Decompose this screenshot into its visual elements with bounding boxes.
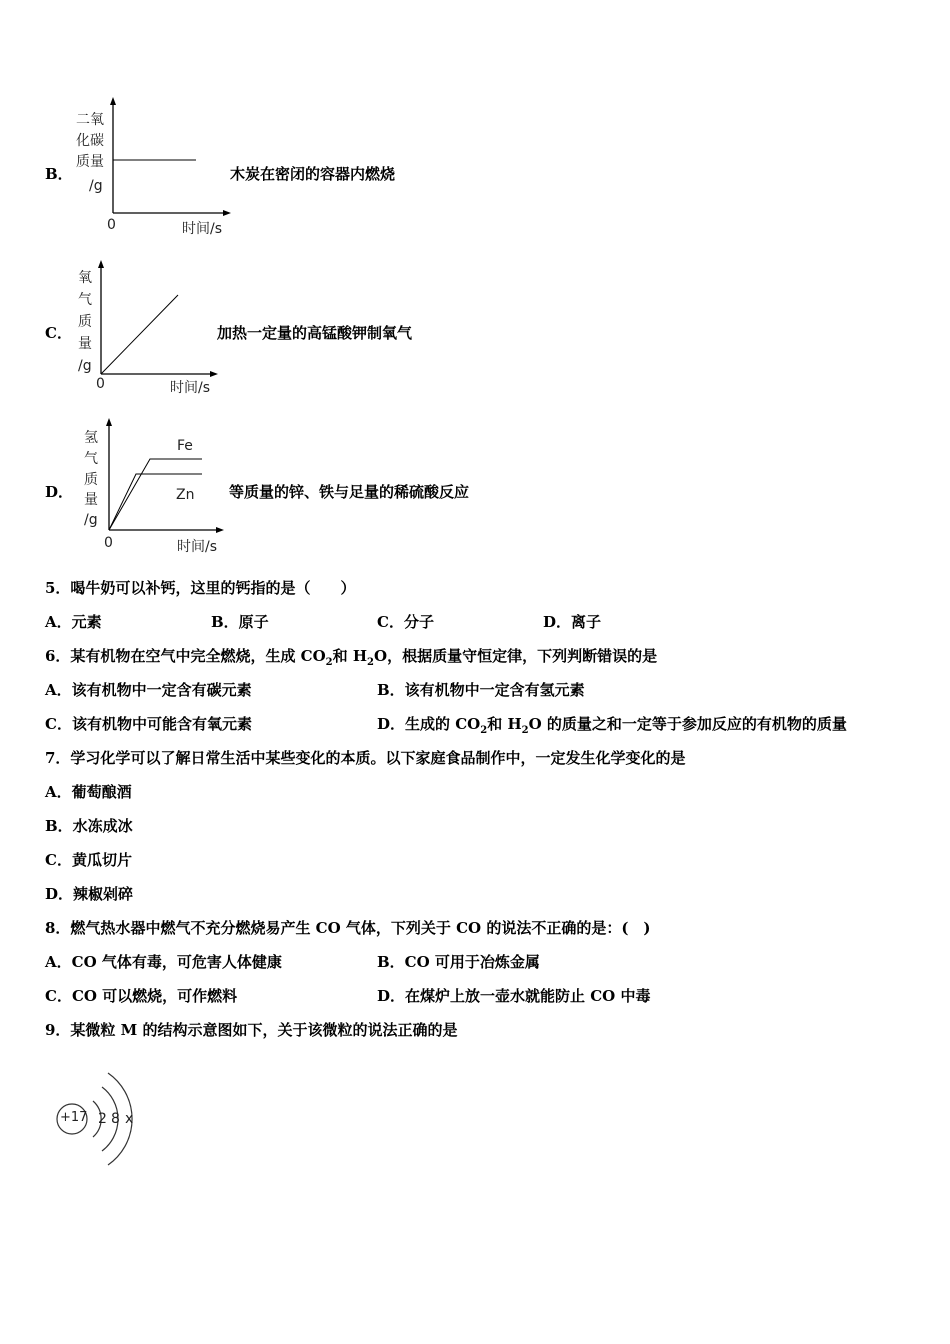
q9-stem: 9．某微粒 M 的结构示意图如下，关于该微粒的说法正确的是	[45, 1021, 458, 1039]
graph-b-axes	[100, 95, 240, 225]
option-c-letter: C．	[45, 324, 72, 342]
graph-d-ylabel-5: /g	[84, 512, 98, 528]
q6-option-b: B．该有机物中一定含有氢元素	[377, 681, 585, 699]
graph-d-ylabel-1: 氢	[84, 430, 98, 446]
graph-c-rising-line	[101, 295, 178, 374]
q8-option-b: B．CO 可用于冶炼金属	[377, 953, 540, 971]
q6-option-a: A．该有机物中一定含有碳元素	[45, 681, 252, 699]
q7-option-a: A．葡萄酿酒	[45, 783, 132, 801]
graph-d-axes	[98, 416, 238, 546]
q7-stem: 7．学习化学可以了解日常生活中某些变化的本质。以下家庭食品制作中，一定发生化学变化的是	[45, 749, 686, 767]
option-d-letter: D．	[45, 483, 74, 501]
shell-2-electrons: 8	[111, 1111, 120, 1127]
option-b-letter: B．	[45, 165, 73, 183]
q8-option-a: A．CO 气体有毒，可危害人体健康	[45, 953, 282, 971]
graph-d-ylabel-4: 量	[84, 492, 98, 508]
q8-option-d: D．在煤炉上放一壶水就能防止 CO 中毒	[377, 987, 651, 1005]
graph-c-axes	[90, 258, 230, 388]
graph-b-ylabel-4: /g	[89, 178, 103, 194]
shell-3-electrons: x	[125, 1111, 134, 1127]
graph-b-caption: 木炭在密闭的容器内燃烧	[230, 165, 396, 183]
q5-option-b: B．原子	[211, 613, 269, 631]
q6-option-d: D．生成的 $CO_2$和 $H_2O$ 的质量之和一定等于参加反应的有机物的质量	[377, 715, 847, 736]
graph-c-origin: 0	[96, 376, 105, 392]
graph-d-ylabel-3: 质	[84, 472, 98, 488]
q6-stem: 6．某有机物在空气中完全燃烧，生成 $CO_2$和 $H_2O$，根据质量守恒定律，下列判断错误的是	[45, 647, 658, 668]
graph-c-ylabel-4: 量	[78, 336, 92, 352]
q5-stem: 5．喝牛奶可以补钙，这里的钙指的是（ ）	[45, 579, 356, 597]
shell-1-electrons: 2	[98, 1111, 107, 1127]
graph-d-fe-label: Fe	[177, 438, 193, 454]
graph-c-ylabel-1: 氧	[78, 270, 92, 286]
graph-c-xlabel: 时间/s	[170, 380, 211, 396]
graph-d-caption: 等质量的锌、铁与足量的稀硫酸反应	[229, 483, 470, 501]
graph-b-origin: 0	[107, 217, 116, 233]
graph-b-ylabel-2: 化碳	[76, 133, 104, 149]
graph-d-zn-label: Zn	[176, 487, 195, 503]
q8-stem: 8．燃气热水器中燃气不充分燃烧易产生 CO 气体，下列关于 CO 的说法不正确的是：( )	[45, 919, 651, 937]
q7-option-b: B．水冻成冰	[45, 817, 133, 835]
q5-option-a: A．元素	[45, 613, 102, 631]
q7-option-d: D．辣椒剁碎	[45, 885, 134, 903]
graph-d-origin: 0	[104, 535, 113, 551]
graph-b-ylabel-1: 二氧	[76, 112, 104, 128]
q5-option-d: D．离子	[543, 613, 602, 631]
graph-c-caption: 加热一定量的高锰酸钾制氧气	[217, 324, 413, 342]
graph-d-xlabel: 时间/s	[177, 539, 218, 555]
graph-c-ylabel-5: /g	[78, 358, 92, 374]
graph-b-ylabel-3: 质量	[76, 154, 104, 170]
graph-c-ylabel-3: 质	[78, 314, 92, 330]
graph-d-ylabel-2: 气	[84, 451, 98, 467]
graph-b-xlabel: 时间/s	[182, 221, 223, 237]
graph-c-ylabel-2: 气	[78, 292, 92, 308]
q7-option-c: C．黄瓜切片	[45, 851, 132, 869]
nucleus-charge: +17	[60, 1110, 88, 1125]
q8-option-c: C．CO 可以燃烧，可作燃料	[45, 987, 238, 1005]
q6-option-c: C．该有机物中可能含有氧元素	[45, 715, 252, 733]
q5-option-c: C．分子	[377, 613, 434, 631]
